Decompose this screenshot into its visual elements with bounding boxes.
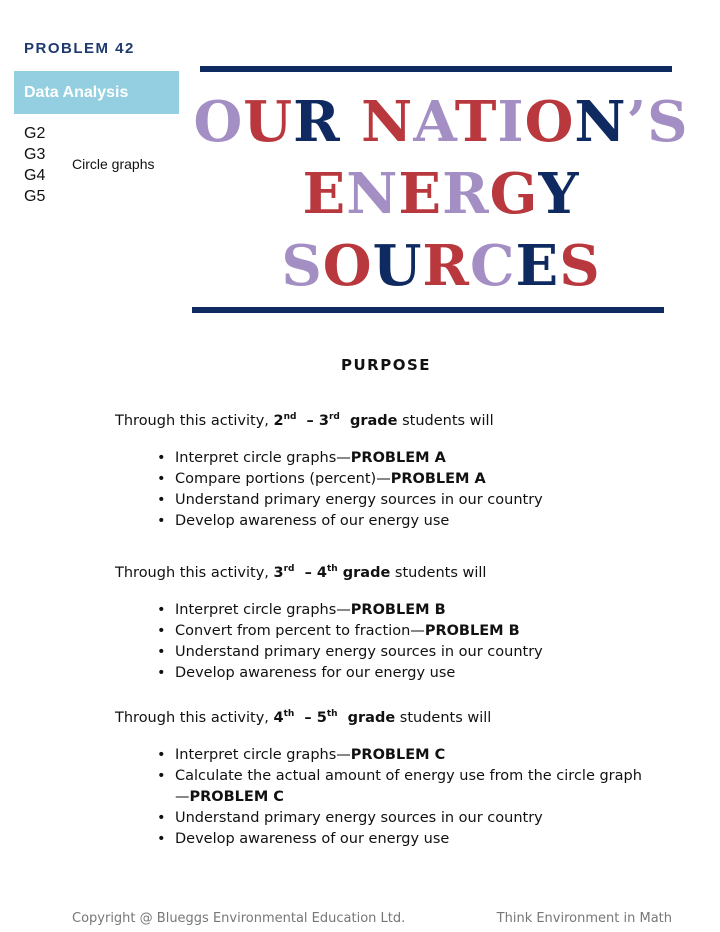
category-tag: Data Analysis [14, 71, 179, 114]
grade-range: 4th – 5th grade [273, 709, 396, 726]
title-letter: O [524, 89, 575, 155]
title-letter: I [497, 89, 525, 155]
goal-item [157, 745, 655, 766]
intro-prefix: Through this activity, [115, 710, 274, 726]
intro-prefix: Through this activity, [115, 413, 274, 429]
goal-item [157, 511, 655, 532]
title-letter: R [442, 161, 490, 227]
goal-item [157, 448, 655, 469]
goal-text: Convert from percent to fraction— [175, 623, 425, 639]
goal-list [157, 448, 655, 532]
goal-text: Interpret circle graphs— [175, 747, 351, 763]
title-letter: G [489, 161, 539, 227]
goal-text: Calculate the actual amount of energy use from the circle graph— [175, 768, 642, 805]
intro-prefix: Through this activity, [115, 565, 274, 581]
purpose-section [115, 563, 613, 684]
goal-text: Understand primary energy sources in our country [175, 492, 543, 508]
goal-text: Compare portions (percent)— [175, 471, 391, 487]
goal-text: Understand primary energy sources in our country [175, 644, 543, 660]
goal-problem-ref: PROBLEM B [350, 602, 446, 618]
goal-text: Develop awareness of our energy use [175, 513, 450, 529]
goal-item [157, 808, 655, 829]
grade-label: G3 [24, 146, 46, 163]
goal-text: Understand primary energy sources in our country [175, 810, 543, 826]
purpose-section [115, 411, 613, 532]
title-letter [341, 89, 362, 155]
goal-list [157, 600, 655, 684]
title-line [192, 158, 690, 230]
section-intro [115, 708, 613, 728]
grade-range: 2nd – 3rd grade [273, 412, 398, 429]
title-line [192, 86, 690, 158]
footer-tagline: Think Environment in Math [496, 911, 672, 926]
title-letter: U [243, 89, 294, 155]
title-letter: E [302, 161, 347, 227]
title-letter: E [398, 161, 443, 227]
goal-text: Develop awareness for our energy use [175, 665, 456, 681]
grade-list [24, 123, 45, 207]
goal-item [157, 600, 655, 621]
title-letter: O [193, 89, 244, 155]
grade-label: G4 [24, 167, 46, 184]
title-letter: O [322, 233, 373, 299]
title-letter: S [559, 233, 601, 299]
intro-suffix: students will [397, 413, 494, 429]
title-letter: U [372, 233, 423, 299]
goal-item [157, 829, 655, 850]
title-letter: A [413, 89, 455, 155]
purpose-heading: PURPOSE [340, 356, 432, 374]
title-bottom-rule [192, 307, 664, 313]
goal-problem-ref: PROBLEM C [350, 747, 446, 763]
title-line [192, 230, 690, 302]
goal-text: Interpret circle graphs— [175, 450, 351, 466]
title-letter: N [574, 89, 627, 155]
goal-item [157, 469, 655, 490]
goal-item [157, 490, 655, 511]
title-letter: R [422, 233, 470, 299]
grade-range: 3rd – 4th grade [273, 564, 391, 581]
intro-suffix: students will [390, 565, 487, 581]
goal-problem-ref: PROBLEM A [350, 450, 446, 466]
title-letter: S [281, 233, 323, 299]
goal-item [157, 621, 655, 642]
section-intro [115, 411, 613, 431]
title-letter: N [361, 89, 414, 155]
footer-copyright: Copyright @ Blueggs Environmental Education Ltd. [72, 911, 406, 926]
title-letter: E [515, 233, 560, 299]
goal-item [157, 663, 655, 684]
intro-suffix: students will [395, 710, 492, 726]
goal-item [157, 642, 655, 663]
purpose-section [115, 708, 642, 850]
grade-label: G2 [24, 125, 46, 142]
title-letter: C [469, 233, 516, 299]
title-letter: S [647, 89, 689, 155]
topic-label: Circle graphs [72, 156, 155, 172]
goal-item [157, 766, 655, 808]
title-letter: Y [538, 161, 580, 227]
title-top-rule [200, 66, 672, 72]
goal-problem-ref: PROBLEM B [424, 623, 520, 639]
grade-label: G5 [24, 188, 46, 205]
title-letter: R [293, 89, 341, 155]
section-intro [115, 563, 613, 583]
problem-number: PROBLEM 42 [24, 40, 135, 57]
goal-text: Interpret circle graphs— [175, 602, 351, 618]
title-letter: T [454, 89, 498, 155]
goal-text: Develop awareness of our energy use [175, 831, 450, 847]
goal-problem-ref: PROBLEM A [390, 471, 486, 487]
title-letter: ’ [626, 89, 648, 155]
goal-problem-ref: PROBLEM C [189, 789, 284, 805]
page-title [192, 86, 690, 302]
goal-list [157, 745, 655, 850]
title-letter: N [346, 161, 399, 227]
